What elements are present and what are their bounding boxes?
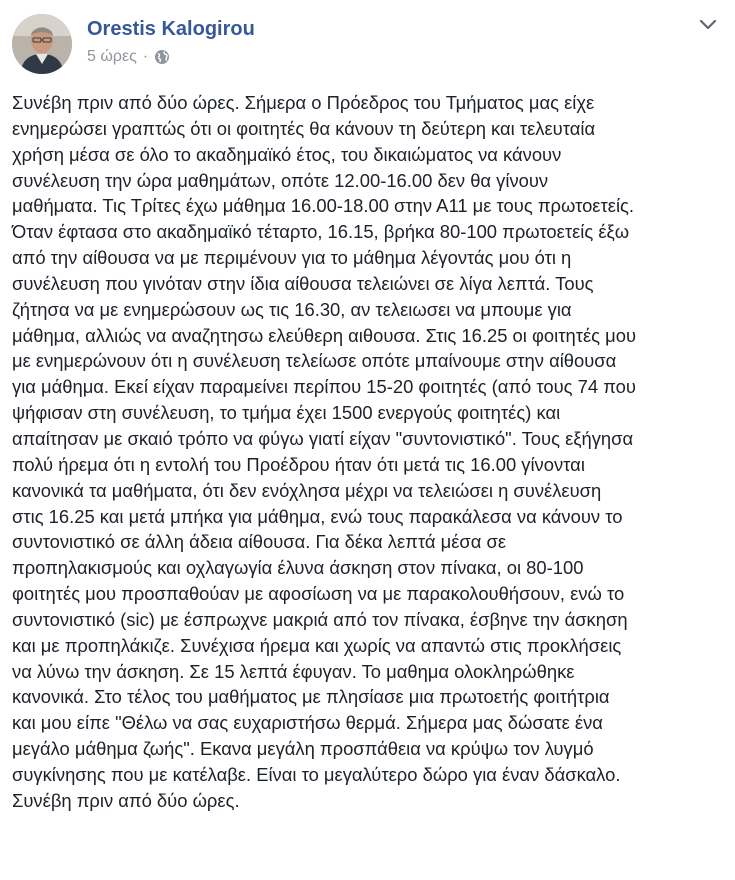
post-text-line: μεγάλο μάθημα ζωής". Εκανα μεγάλη προσπάθεια να κρύψω τον λυγμό bbox=[12, 738, 594, 760]
post-text-line: Συνέβη πριν από δύο ώρες. Σήμερα ο Πρόεδρος του Τμήματος μας είχε bbox=[12, 92, 595, 113]
post-text-line: μαθήματα. Τις Τρίτες έχω μάθημα 16.00-18.00 στην Α11 με τους πρωτοετείς. bbox=[12, 195, 635, 217]
post-text-line: με ενημερώνουν ότι η συνέλευση τελείωσε οπότε μπαίνουμε στην αίθουσα bbox=[12, 350, 617, 372]
post-text-line: ζήτησα να με ενημερώσουν ως τις 16.30, αν τελειωσει να μπουμε για bbox=[12, 298, 572, 320]
post-text-line: συνέλευση την ώρα μαθημάτων, οπότε 12.00-16.00 δεν θα γίνουν bbox=[12, 169, 549, 191]
post-text-line: Όταν έφτασα στο ακαδημαϊκό τέταρτο, 16.15, βρήκα 80-100 πρωτοετείς έξω bbox=[12, 221, 630, 243]
avatar[interactable] bbox=[12, 14, 72, 74]
post-text-line: κανονικά. Στο τέλος του μαθήματος με πλησίασε μια πρωτοετής φοιτήτρια bbox=[12, 686, 610, 708]
post-text-line: και με προπηλάκιζε. Συνέχισα ήρεμα και χωρίς να απαντώ στις προκλήσεις bbox=[12, 634, 622, 656]
post-text-line: Συνέβη πριν από δύο ώρες. bbox=[12, 789, 240, 811]
chevron-down-icon[interactable] bbox=[693, 14, 723, 36]
post-text-line: συγκίνησης που με κατέλαβε. Είναι το μεγαλύτερο δώρο για έναν δάσκαλο. bbox=[12, 763, 621, 785]
post-text-line: πολύ ήρεμα ότι η εντολή του Προέδρου ήταν ότι μετά τις 16.00 γίνονται bbox=[12, 453, 585, 475]
post-text-line: μάθημα, αλλιώς να αναζητησω ελεύθερη αιθουσα. Στις 16.25 οι φοιτητές μου bbox=[12, 324, 637, 346]
post-text-line: συνέλευση που γινόταν στην ίδια αίθουσα τελειώνει σε λίγα λεπτά. Τους bbox=[12, 272, 594, 294]
post-timestamp[interactable]: 5 ώρες bbox=[87, 48, 137, 65]
post-text-line: για μάθημα. Εκεί είχαν παραμείνει περίπου 15-20 φοιτητές (από τους 74 που bbox=[12, 376, 636, 398]
author-name[interactable]: Orestis Kalogirou bbox=[87, 18, 255, 40]
post-text-line: να λύνω την άσκηση. Σε 15 λεπτά έφυγαν. Το μαθημα ολοκληρώθηκε bbox=[12, 660, 575, 682]
post-text-line: από την αίθουσα να με περιμένουν για το μάθημα λέγοντάς μου ότι η bbox=[12, 247, 572, 269]
post-text-line: και μου είπε "Θέλω να σας ευχαριστήσω θερμά. Σήμερα μας δώσατε ένα bbox=[12, 712, 603, 734]
post-text-line: συντονιστικό σε άλλη άδεια αίθουσα. Για δέκα λεπτά μέσα σε bbox=[12, 531, 507, 553]
post-text-line: χρήση μέσα σε όλο το ακαδημαϊκό έτος, του δικαιώματος να κάνουν bbox=[12, 143, 562, 165]
post-text-line: ψήφισαν στη συνέλευση, το τμήμα έχει 1500 ενεργούς φοιτητές) και bbox=[12, 402, 561, 424]
post-text bbox=[12, 90, 727, 814]
post-text-line: απαίτησαν με σκαιό τρόπο να φύγω γιατί είχαν "συντονιστικό". Τους εξήγησα bbox=[12, 427, 634, 449]
post-text-line: προπηλακισμούς και οχλαγωγία έλυνα άσκηση στον πίνακα, οι 80-100 bbox=[12, 557, 584, 579]
post-text-line: ενημερώσει γραπτώς ότι οι φοιτητές θα κάνουν τη δεύτερη και τελευταία bbox=[12, 117, 596, 139]
avatar-photo-icon bbox=[12, 14, 72, 74]
globe-icon[interactable] bbox=[154, 49, 170, 65]
post-meta bbox=[87, 48, 170, 66]
post-header bbox=[12, 14, 723, 74]
post-text-line: φοιτητές μου προσπαθούαν με αφοσίωση να με παρακολουθήσουν, ενώ το bbox=[12, 583, 625, 605]
post-text-line: στις 16.25 και μετά μπήκα για μάθημα, ενώ τους παρακάλεσα να κάνουν το bbox=[12, 505, 623, 527]
post-text-line: κανονικά τα μαθήματα, ότι δεν ενόχλησα μέχρι να τελειώσει η συνέλευση bbox=[12, 479, 602, 501]
post-text-line: συντονιστικό (sic) με έσπρωχνε μακριά από τον πίνακα, έσβηνε την άσκηση bbox=[12, 608, 628, 630]
meta-separator: · bbox=[142, 48, 149, 65]
